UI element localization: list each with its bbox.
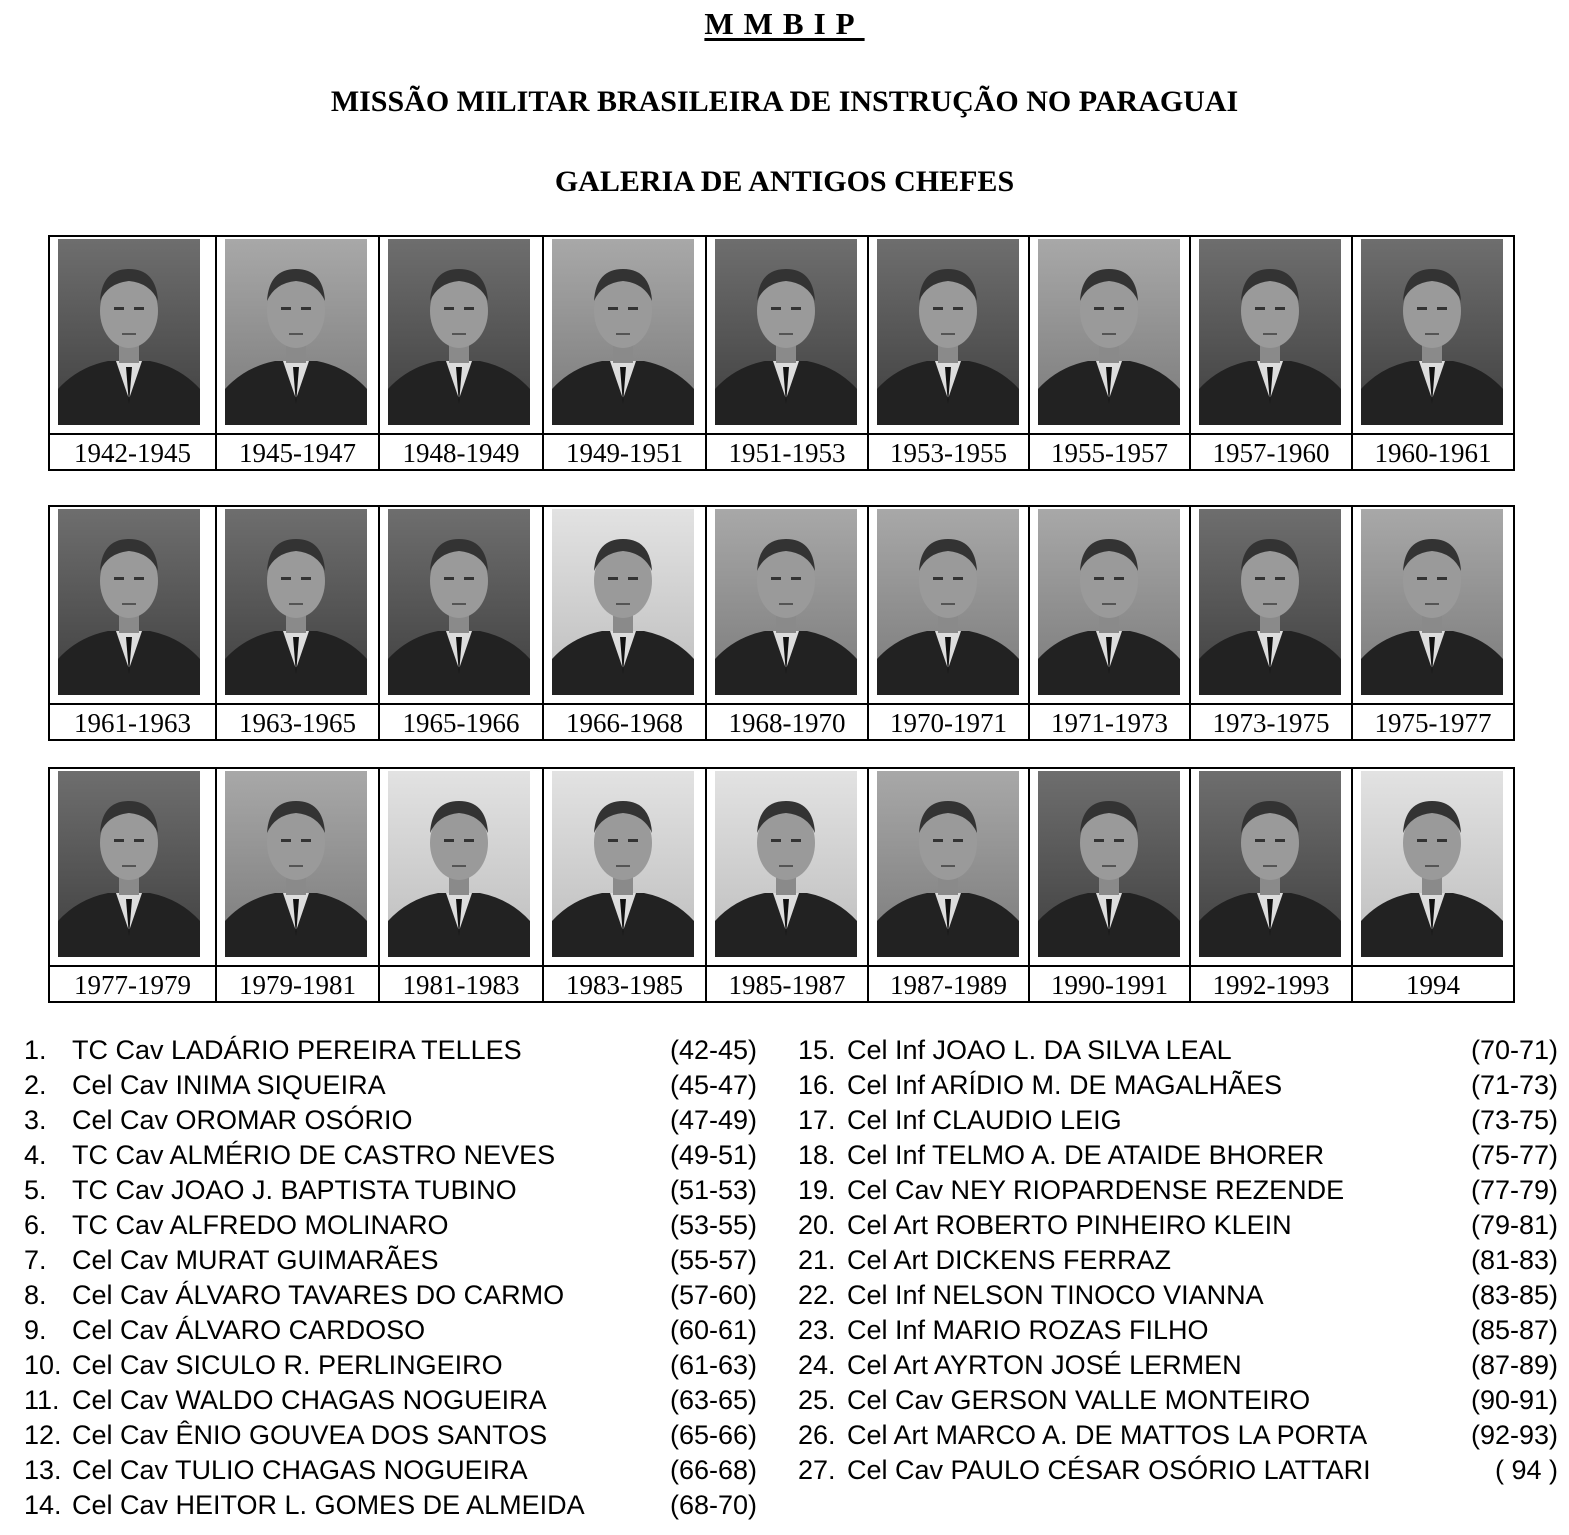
list-item xyxy=(798,1278,1558,1313)
list-item-number: 26. xyxy=(798,1420,836,1450)
list-item-name: Cel Cav PAULO CÉSAR OSÓRIO LATTARI xyxy=(847,1455,1371,1485)
portrait-years: 1966-1968 xyxy=(544,703,705,741)
list-item-name: Cel Inf CLAUDIO LEIG xyxy=(847,1105,1122,1135)
gallery-cell xyxy=(869,237,1030,469)
list-item-name: Cel Art MARCO A. DE MATTOS LA PORTA xyxy=(847,1420,1368,1450)
list-item-years: (66-68) xyxy=(669,1455,757,1485)
list-item-number: 21. xyxy=(798,1245,836,1275)
gallery-cell xyxy=(217,769,380,1001)
portrait-years: 1965-1966 xyxy=(380,703,542,741)
list-item-name: Cel Art ROBERTO PINHEIRO KLEIN xyxy=(847,1210,1292,1240)
list-item-years: (85-87) xyxy=(1470,1315,1558,1345)
portrait-years: 1961-1963 xyxy=(50,703,215,741)
chiefs-list-left xyxy=(24,1033,757,1523)
list-item-number: 14. xyxy=(24,1490,62,1520)
list-item-number: 24. xyxy=(798,1350,836,1380)
portrait-years: 1968-1970 xyxy=(707,703,867,741)
list-item-number: 22. xyxy=(798,1280,836,1310)
list-item-number: 20. xyxy=(798,1210,836,1240)
gallery-cell xyxy=(544,237,707,469)
list-item-number: 15. xyxy=(798,1035,836,1065)
portrait-photo xyxy=(58,239,200,425)
portrait-photo xyxy=(1361,509,1503,695)
portrait-years: 1990-1991 xyxy=(1030,965,1189,1003)
gallery-cell xyxy=(50,507,217,739)
gallery-cell xyxy=(1030,769,1191,1001)
portrait-years: 1979-1981 xyxy=(217,965,378,1003)
portrait-photo xyxy=(715,509,857,695)
list-item-years: (55-57) xyxy=(669,1245,757,1275)
gallery-cell xyxy=(217,237,380,469)
page-title: MISSÃO MILITAR BRASILEIRA DE INSTRUÇÃO NO PARAGUAI xyxy=(330,85,1239,118)
gallery-cell xyxy=(544,769,707,1001)
gallery-row-1 xyxy=(48,235,1515,471)
gallery-cell xyxy=(1191,769,1353,1001)
list-item xyxy=(798,1208,1558,1243)
list-item-years: (77-79) xyxy=(1470,1175,1558,1205)
gallery-cell xyxy=(707,769,869,1001)
list-item-name: Cel Cav ÁLVARO CARDOSO xyxy=(72,1315,426,1345)
list-item-number: 2. xyxy=(24,1070,47,1100)
list-item-name: TC Cav ALFREDO MOLINARO xyxy=(72,1210,449,1240)
list-item-number: 23. xyxy=(798,1315,836,1345)
portrait-years: 1987-1989 xyxy=(869,965,1028,1003)
list-item-number: 12. xyxy=(24,1420,62,1450)
portrait-years: 1960-1961 xyxy=(1353,433,1513,471)
list-item-name: Cel Inf NELSON TINOCO VIANNA xyxy=(847,1280,1264,1310)
list-item-name: Cel Cav WALDO CHAGAS NOGUEIRA xyxy=(72,1385,547,1415)
list-item xyxy=(24,1383,757,1418)
list-item-number: 7. xyxy=(24,1245,47,1275)
portrait-years: 1945-1947 xyxy=(217,433,378,471)
portrait-photo xyxy=(1038,771,1180,957)
list-item-years: (83-85) xyxy=(1470,1280,1558,1310)
list-item-number: 18. xyxy=(798,1140,836,1170)
gallery-cell xyxy=(50,769,217,1001)
list-item xyxy=(798,1453,1558,1488)
list-item xyxy=(798,1418,1558,1453)
gallery-cell xyxy=(544,507,707,739)
list-item xyxy=(798,1243,1558,1278)
list-item-years: ( 94 ) xyxy=(1494,1455,1558,1485)
portrait-years: 1948-1949 xyxy=(380,433,542,471)
portrait-years: 1983-1985 xyxy=(544,965,705,1003)
gallery-cell xyxy=(1353,237,1513,469)
list-item xyxy=(24,1208,757,1243)
list-item-name: Cel Cav HEITOR L. GOMES DE ALMEIDA xyxy=(72,1490,585,1520)
list-item xyxy=(798,1068,1558,1103)
portrait-photo xyxy=(388,509,530,695)
gallery-cell xyxy=(1191,507,1353,739)
list-item-years: (90-91) xyxy=(1470,1385,1558,1415)
list-item xyxy=(798,1138,1558,1173)
portrait-years: 1973-1975 xyxy=(1191,703,1351,741)
list-item-name: Cel Inf JOAO L. DA SILVA LEAL xyxy=(847,1035,1232,1065)
gallery-cell xyxy=(707,237,869,469)
list-item-years: (60-61) xyxy=(669,1315,757,1345)
portrait-photo xyxy=(877,239,1019,425)
list-item-number: 5. xyxy=(24,1175,47,1205)
portrait-photo xyxy=(877,509,1019,695)
list-item-name: Cel Cav TULIO CHAGAS NOGUEIRA xyxy=(72,1455,528,1485)
acronym-heading: MMBIP xyxy=(704,6,865,41)
list-item-number: 17. xyxy=(798,1105,836,1135)
list-item xyxy=(798,1103,1558,1138)
list-item-years: (65-66) xyxy=(669,1420,757,1450)
portrait-photo xyxy=(1361,239,1503,425)
gallery-cell xyxy=(380,507,544,739)
portrait-photo xyxy=(877,771,1019,957)
list-item xyxy=(24,1033,757,1068)
portrait-photo xyxy=(1199,771,1341,957)
portrait-years: 1994 xyxy=(1353,965,1513,1003)
portrait-photo xyxy=(1038,509,1180,695)
gallery-cell xyxy=(50,237,217,469)
portrait-years: 1992-1993 xyxy=(1191,965,1351,1003)
page-subtitle: GALERIA DE ANTIGOS CHEFES xyxy=(554,165,1015,198)
gallery-cell xyxy=(869,507,1030,739)
list-item xyxy=(24,1243,757,1278)
list-item xyxy=(24,1313,757,1348)
portrait-photo xyxy=(552,509,694,695)
list-item-number: 19. xyxy=(798,1175,836,1205)
list-item-years: (70-71) xyxy=(1470,1035,1558,1065)
list-item-number: 8. xyxy=(24,1280,47,1310)
list-item-years: (87-89) xyxy=(1470,1350,1558,1380)
list-item-name: Cel Cav OROMAR OSÓRIO xyxy=(72,1105,413,1135)
gallery-cell xyxy=(1353,769,1513,1001)
chiefs-list-right xyxy=(798,1033,1558,1488)
list-item-number: 9. xyxy=(24,1315,47,1345)
portrait-photo xyxy=(225,771,367,957)
list-item-number: 10. xyxy=(24,1350,62,1380)
gallery-cell xyxy=(217,507,380,739)
list-item-name: Cel Cav ÁLVARO TAVARES DO CARMO xyxy=(72,1280,565,1310)
list-item-number: 6. xyxy=(24,1210,47,1240)
list-item-years: (68-70) xyxy=(669,1490,757,1520)
list-item-name: Cel Inf ARÍDIO M. DE MAGALHÃES xyxy=(847,1070,1283,1100)
gallery-row-3 xyxy=(48,767,1515,1003)
list-item-years: (71-73) xyxy=(1470,1070,1558,1100)
gallery-cell xyxy=(869,769,1030,1001)
portrait-photo xyxy=(715,771,857,957)
list-item-years: (53-55) xyxy=(669,1210,757,1240)
list-item-years: (61-63) xyxy=(669,1350,757,1380)
portrait-photo xyxy=(1361,771,1503,957)
list-item-years: (51-53) xyxy=(669,1175,757,1205)
list-item-years: (63-65) xyxy=(669,1385,757,1415)
list-item-name: Cel Cav ÊNIO GOUVEA DOS SANTOS xyxy=(72,1420,548,1450)
list-item-number: 25. xyxy=(798,1385,836,1415)
portrait-photo xyxy=(388,239,530,425)
portrait-photo xyxy=(225,239,367,425)
list-item-years: (81-83) xyxy=(1470,1245,1558,1275)
list-item-number: 1. xyxy=(24,1035,47,1065)
list-item xyxy=(24,1278,757,1313)
portrait-years: 1975-1977 xyxy=(1353,703,1513,741)
list-item xyxy=(24,1348,757,1383)
gallery-cell xyxy=(1353,507,1513,739)
list-item-years: (57-60) xyxy=(669,1280,757,1310)
list-item-number: 16. xyxy=(798,1070,836,1100)
portrait-years: 1971-1973 xyxy=(1030,703,1189,741)
portrait-photo xyxy=(715,239,857,425)
gallery-row-2 xyxy=(48,505,1515,741)
portrait-years: 1942-1945 xyxy=(50,433,215,471)
list-item-years: (73-75) xyxy=(1470,1105,1558,1135)
gallery-cell xyxy=(1030,507,1191,739)
list-item-years: (49-51) xyxy=(669,1140,757,1170)
portrait-years: 1949-1951 xyxy=(544,433,705,471)
list-item-years: (42-45) xyxy=(669,1035,757,1065)
list-item xyxy=(24,1173,757,1208)
list-item xyxy=(798,1313,1558,1348)
portrait-photo xyxy=(388,771,530,957)
gallery-cell xyxy=(380,769,544,1001)
list-item xyxy=(798,1033,1558,1068)
gallery-cell xyxy=(1191,237,1353,469)
gallery-cell xyxy=(380,237,544,469)
list-item xyxy=(24,1453,757,1488)
list-item-number: 4. xyxy=(24,1140,47,1170)
list-item-number: 3. xyxy=(24,1105,47,1135)
list-item-name: Cel Cav SICULO R. PERLINGEIRO xyxy=(72,1350,503,1380)
list-item-years: (47-49) xyxy=(669,1105,757,1135)
list-item-name: Cel Cav GERSON VALLE MONTEIRO xyxy=(847,1385,1311,1415)
portrait-photo xyxy=(225,509,367,695)
list-item-name: Cel Cav NEY RIOPARDENSE REZENDE xyxy=(847,1175,1345,1205)
list-item-years: (75-77) xyxy=(1470,1140,1558,1170)
list-item xyxy=(798,1173,1558,1208)
gallery-cell xyxy=(1030,237,1191,469)
list-item xyxy=(24,1138,757,1173)
list-item-name: Cel Inf MARIO ROZAS FILHO xyxy=(847,1315,1209,1345)
portrait-years: 1981-1983 xyxy=(380,965,542,1003)
list-item xyxy=(798,1348,1558,1383)
list-item-name: TC Cav ALMÉRIO DE CASTRO NEVES xyxy=(72,1140,556,1170)
list-item-name: Cel Inf TELMO A. DE ATAIDE BHORER xyxy=(847,1140,1325,1170)
portrait-years: 1977-1979 xyxy=(50,965,215,1003)
portrait-photo xyxy=(552,239,694,425)
list-item-number: 27. xyxy=(798,1455,836,1485)
list-item-name: Cel Art DICKENS FERRAZ xyxy=(847,1245,1172,1275)
portrait-years: 1970-1971 xyxy=(869,703,1028,741)
list-item-name: Cel Cav INIMA SIQUEIRA xyxy=(72,1070,386,1100)
list-item-number: 11. xyxy=(24,1385,60,1415)
portrait-years: 1951-1953 xyxy=(707,433,867,471)
list-item-years: (45-47) xyxy=(669,1070,757,1100)
portrait-photo xyxy=(552,771,694,957)
list-item-name: Cel Cav MURAT GUIMARÃES xyxy=(72,1245,439,1275)
list-item-years: (79-81) xyxy=(1470,1210,1558,1240)
list-item xyxy=(24,1068,757,1103)
portrait-years: 1953-1955 xyxy=(869,433,1028,471)
list-item-number: 13. xyxy=(24,1455,62,1485)
portrait-photo xyxy=(1038,239,1180,425)
portrait-years: 1957-1960 xyxy=(1191,433,1351,471)
portrait-photo xyxy=(58,771,200,957)
list-item-name: TC Cav JOAO J. BAPTISTA TUBINO xyxy=(72,1175,517,1205)
gallery-cell xyxy=(707,507,869,739)
list-item xyxy=(24,1418,757,1453)
portrait-photo xyxy=(58,509,200,695)
list-item xyxy=(24,1488,757,1523)
portrait-years: 1955-1957 xyxy=(1030,433,1189,471)
portrait-photo xyxy=(1199,239,1341,425)
portrait-photo xyxy=(1199,509,1341,695)
list-item xyxy=(798,1383,1558,1418)
list-item-name: TC Cav LADÁRIO PEREIRA TELLES xyxy=(72,1035,522,1065)
list-item-name: Cel Art AYRTON JOSÉ LERMEN xyxy=(847,1350,1242,1380)
portrait-years: 1963-1965 xyxy=(217,703,378,741)
list-item xyxy=(24,1103,757,1138)
portrait-years: 1985-1987 xyxy=(707,965,867,1003)
list-item-years: (92-93) xyxy=(1470,1420,1558,1450)
